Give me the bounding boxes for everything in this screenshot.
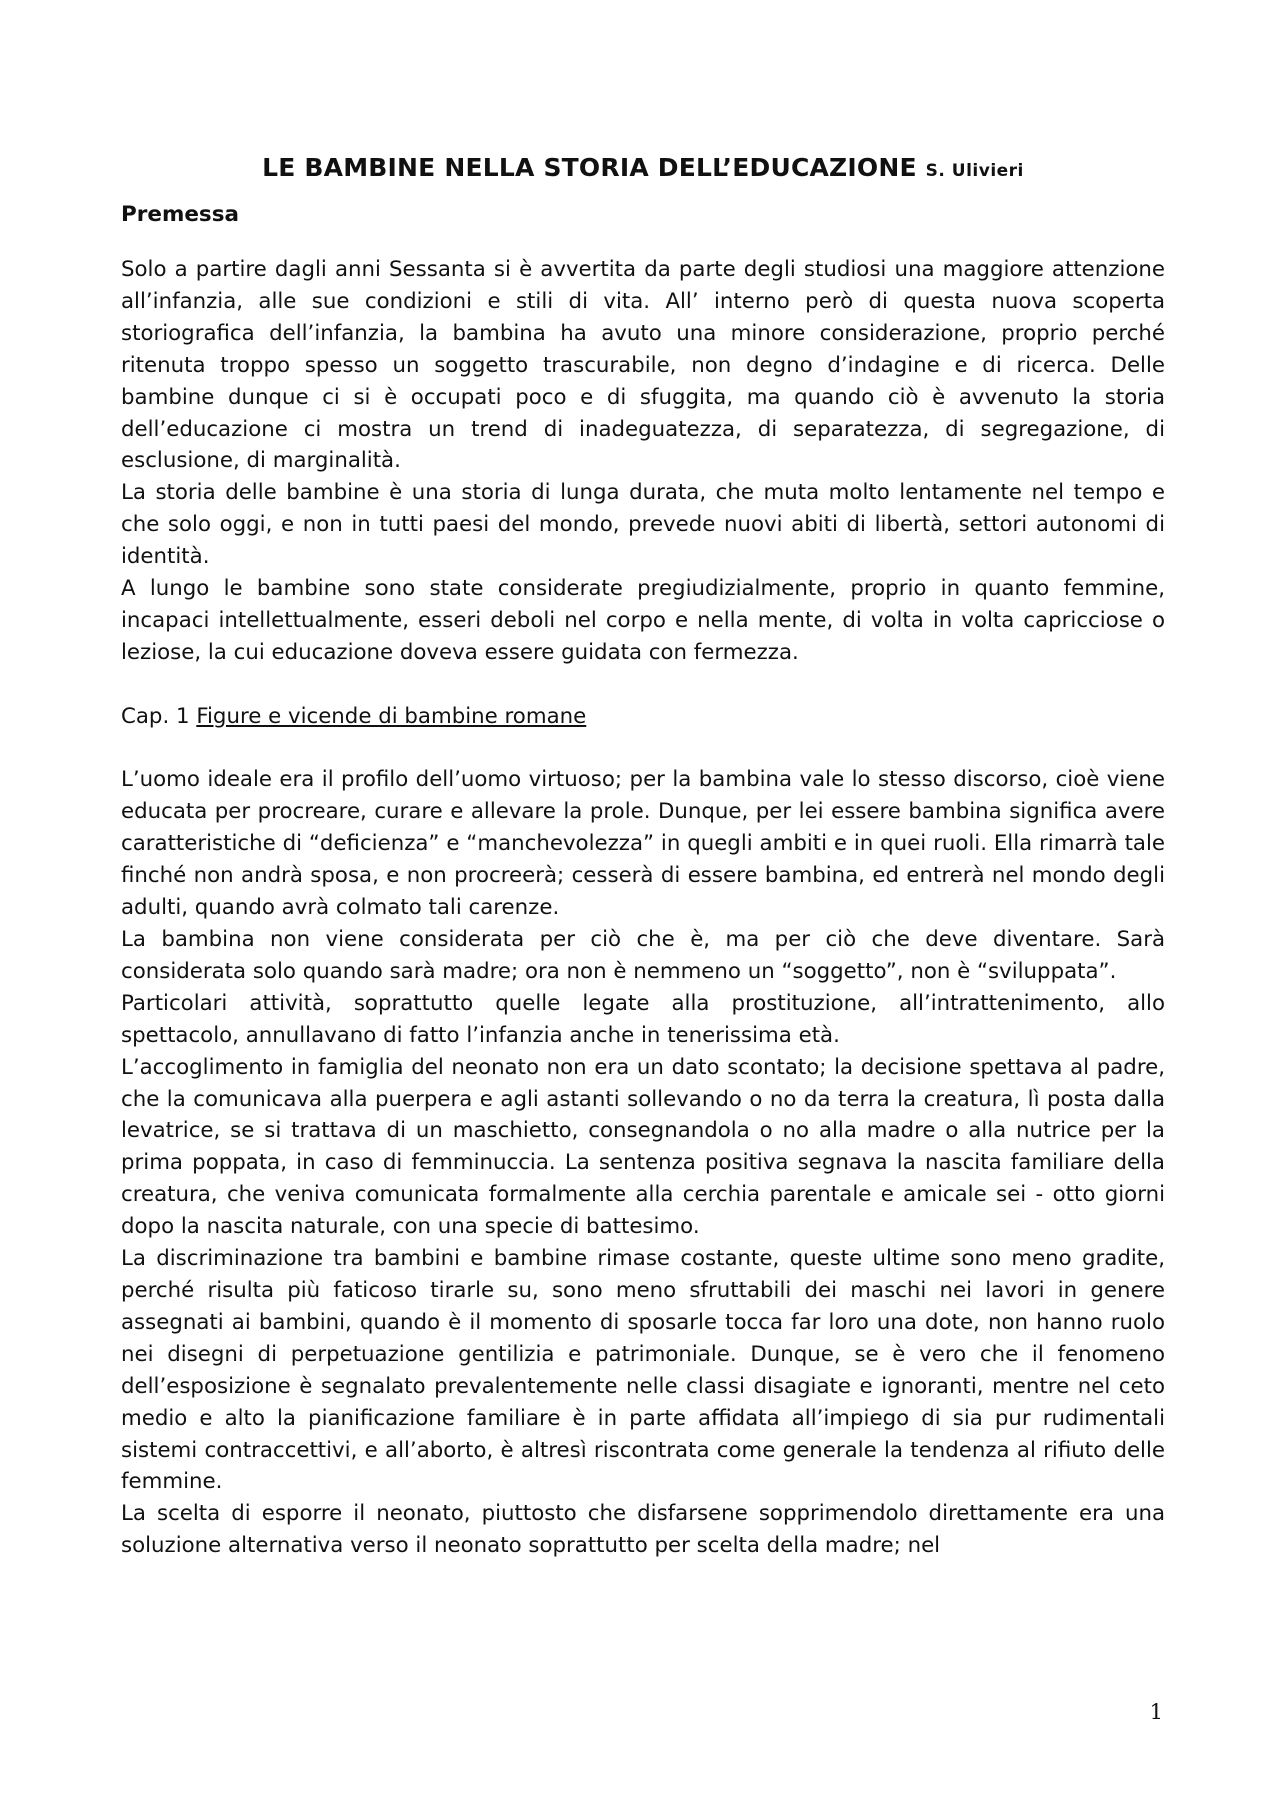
chapter-paragraph: La scelta di esporre il neonato, piuttosto che disfarsene sopprimendolo direttamente era una soluzione alternativa verso il neonato soprattutto per scelta della madre; nel [121,1501,1165,1559]
page-content [121,148,1165,1562]
section-heading: Premessa [121,202,240,227]
title-text: LE BAMBINE NELLA STORIA DELL’EDUCAZIONE [262,153,917,182]
intro-paragraph: A lungo le bambine sono state considerate pregiudizialmente, proprio in quanto femmine, incapaci intellettualmente, esseri deboli nel corpo e nella mente, di volta in volta capricciose o leziose, la cui educazione doveva essere guidata con fermezza. [121,576,1165,665]
document-title [121,148,1165,191]
chapter-heading [121,701,1165,733]
chapter-paragraph: Particolari attività, soprattutto quelle legate alla prostituzione, all’intrattenimento, allo spettacolo, annullavano di fatto l’infanzia anche in tenerissima età. [121,990,1165,1048]
chapter-label: Cap. 1 [121,703,190,729]
chapter-paragraph: L’accoglimento in famiglia del neonato non era un dato scontato; la decisione spettava al padre, che la comunicava alla puerpera e agli astanti sollevando o no da terra la creatura, lì posta dalla levatrice, se si trattava di un maschietto, consegnandola o no alla madre o alla nutrice per la prima poppata, in caso di femminuccia. La sentenza positiva segnava la nascita familiare della creatura, che veniva comunicata formalmente alla cerchia parentale e amicale sei - otto giorni dopo la nascita naturale, con una specie di battesimo. [121,1054,1165,1240]
chapter-paragraph: La bambina non viene considerata per ciò che è, ma per ciò che deve diventare. Sarà considerata solo quando sarà madre; ora non è nemmeno un “soggetto”, non è “sviluppata”. [121,927,1165,984]
chapter-paragraph: La discriminazione tra bambini e bambine rimase costante, queste ultime sono meno gradite, perché risulta più faticoso tirarle su, sono meno sfruttabili dei maschi nei lavori in genere assegnati ai bambini, quando è il momento di sposarle tocca far loro una dote, non hanno ruolo nei disegni di perpetuazione gentilizia e patrimoniale. Dunque, se è vero che il fenomeno dell’esposizione è segnalato prevalentemente nelle classi disagiate e ignoranti, mentre nel ceto medio e alto la pianificazione familiare è in parte affidata all’impiego di sia pur rudimentali sistemi contraccettivi, e all’aborto, è altresì riscontrata come generale la tendenza al rifiuto delle femmine. [121,1246,1165,1495]
page-number: 1 [1149,1700,1163,1724]
author-name: S. Ulivieri [925,161,1024,181]
chapter-title: Figure e vicende di bambine romane [196,703,587,729]
intro-paragraph: La storia delle bambine è una storia di lunga durata, che muta molto lentamente nel tempo e che solo oggi, e non in tutti paesi del mondo, prevede nuovi abiti di libertà, settori autonomi di identità. [121,480,1165,570]
chapter-paragraph: L’uomo ideale era il profilo dell’uomo virtuoso; per la bambina vale lo stesso discorso, cioè viene educata per procreare, curare e allevare la prole. Dunque, per lei essere bambina significa avere caratteristiche di “deficienza” e “manchevolezza” in quegli ambiti e in quei ruoli. Ella rimarrà tale finché non andrà sposa, e non procreerà; cesserà di essere bambina, ed entrerà nel mondo degli adulti, quando avrà colmato tali carenze. [121,767,1165,921]
intro-paragraph: Solo a partire dagli anni Sessanta si è avvertita da parte degli studiosi una maggiore attenzione all’infanzia, alle sue condizioni e stili di vita. All’ interno però di questa nuova scoperta storiografica dell’infanzia, la bambina ha avuto una minore considerazione, proprio perché ritenuta troppo spesso un soggetto trascurabile, non degno d’indagine e di ricerca. Delle bambine dunque ci si è occupati poco e di sfuggita, ma quando ciò è avvenuto la storia dell’educazione ci mostra un trend di inadeguatezza, di separatezza, di segregazione, di esclusione, di marginalità. [121,257,1165,474]
